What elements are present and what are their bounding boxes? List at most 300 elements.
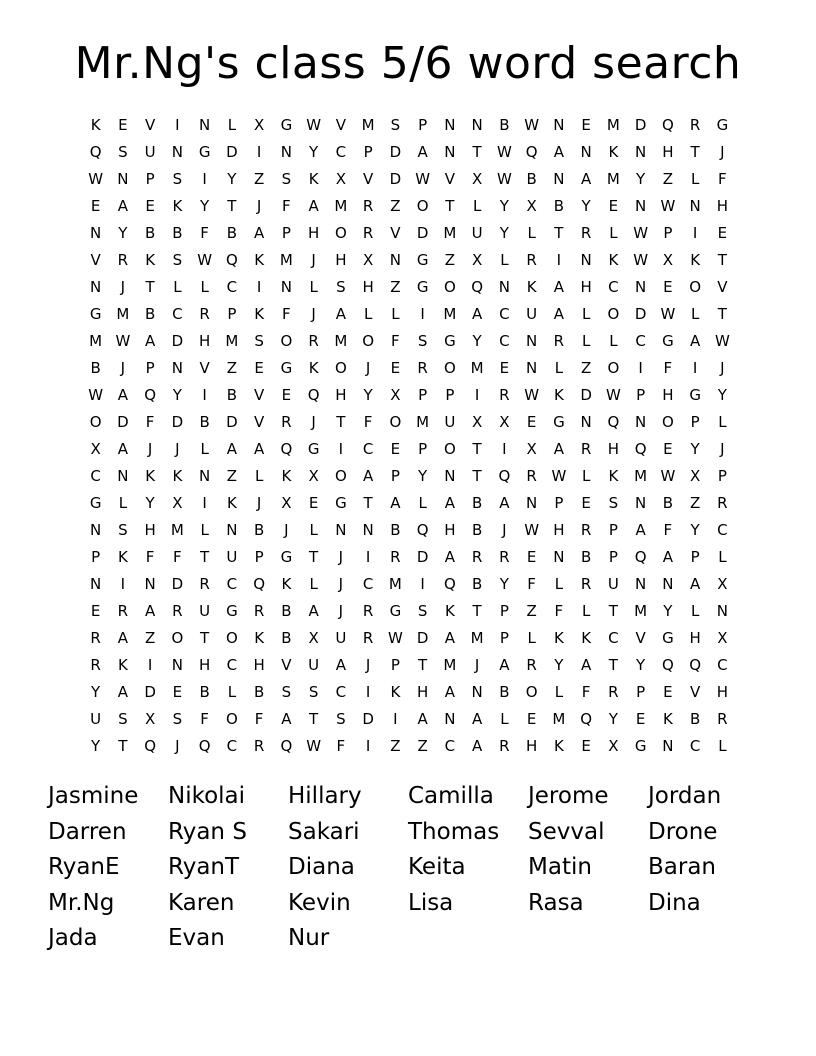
- grid-letter: Z: [226, 467, 238, 485]
- grid-letter: T: [309, 710, 319, 728]
- grid-letter: P: [608, 521, 618, 539]
- grid-letter: N: [90, 224, 102, 242]
- grid-letter: U: [607, 575, 619, 593]
- grid-letter: D: [634, 116, 647, 134]
- grid-letter: F: [336, 737, 346, 755]
- grid-letter: V: [144, 116, 156, 134]
- grid-letter: N: [580, 413, 592, 431]
- grid-letter: P: [690, 413, 700, 431]
- grid-letter: A: [689, 332, 701, 350]
- grid-letter: K: [90, 116, 101, 134]
- grid-letter: N: [362, 521, 374, 539]
- grid-letter: J: [720, 440, 725, 458]
- grid-letter: K: [662, 710, 673, 728]
- grid-letter: J: [175, 440, 180, 458]
- grid-letter: P: [418, 440, 428, 458]
- grid-letter: O: [525, 683, 538, 701]
- grid-row: [82, 355, 736, 382]
- grid-letter: X: [526, 440, 537, 458]
- grid-letter: R: [608, 683, 619, 701]
- grid-letter: C: [226, 575, 238, 593]
- grid-letter: K: [254, 305, 265, 323]
- grid-letter: K: [553, 737, 564, 755]
- word-list-item: Darren: [48, 818, 127, 845]
- grid-letter: C: [172, 305, 183, 323]
- grid-letter: H: [444, 521, 456, 539]
- grid-letter: L: [527, 224, 536, 242]
- grid-letter: D: [144, 683, 156, 701]
- grid-letter: N: [526, 332, 538, 350]
- grid-letter: C: [226, 656, 238, 674]
- grid-letter: C: [90, 467, 101, 485]
- grid-letter: I: [147, 656, 153, 674]
- grid-letter: V: [390, 224, 401, 242]
- grid-letter: C: [335, 683, 347, 701]
- grid-letter: N: [199, 467, 211, 485]
- grid-letter: G: [89, 494, 102, 512]
- grid-letter: N: [553, 116, 565, 134]
- grid-letter: Q: [661, 116, 674, 134]
- grid-letter: R: [417, 359, 428, 377]
- grid-letter: J: [338, 575, 344, 593]
- grid-letter: I: [692, 359, 698, 377]
- word-list-item: Ryan S: [168, 818, 247, 845]
- grid-letter: O: [389, 413, 402, 431]
- grid-letter: X: [253, 116, 265, 134]
- grid-letter: F: [254, 710, 264, 728]
- grid-letter: Z: [253, 170, 265, 188]
- grid-letter: J: [175, 737, 180, 755]
- grid-letter: T: [472, 602, 482, 620]
- grid-letter: E: [581, 116, 591, 134]
- grid-letter: I: [393, 710, 398, 728]
- grid-letter: R: [199, 575, 210, 593]
- grid-letter: E: [526, 413, 537, 431]
- grid-letter: Q: [144, 386, 157, 404]
- grid-letter: L: [309, 575, 318, 593]
- grid-letter: N: [444, 467, 456, 485]
- grid-letter: Y: [499, 197, 509, 215]
- grid-letter: Q: [307, 386, 320, 404]
- grid-letter: V: [335, 116, 346, 134]
- grid-letter: J: [147, 440, 153, 458]
- grid-letter: B: [526, 170, 537, 188]
- grid-letter: M: [225, 332, 239, 350]
- grid-letter: W: [660, 197, 676, 215]
- grid-row: [82, 274, 736, 301]
- word-list-item: Drone: [648, 818, 718, 845]
- grid-letter: P: [636, 683, 646, 701]
- grid-letter: B: [253, 521, 265, 539]
- grid-letter: D: [580, 386, 592, 404]
- grid-letter: L: [690, 602, 700, 620]
- grid-letter: N: [662, 737, 674, 755]
- grid-letter: O: [443, 359, 456, 377]
- grid-letter: H: [716, 197, 729, 215]
- grid-letter: A: [281, 710, 292, 728]
- word-list-item: RyanE: [48, 854, 120, 880]
- grid-letter: O: [416, 197, 429, 215]
- grid-letter: S: [336, 710, 346, 728]
- grid-letter: J: [365, 359, 371, 377]
- grid-letter: C: [499, 332, 510, 350]
- grid-letter: L: [690, 305, 700, 323]
- grid-letter: Y: [227, 170, 237, 188]
- grid-letter: B: [253, 683, 265, 701]
- grid-letter: N: [635, 143, 647, 161]
- grid-letter: W: [496, 143, 512, 161]
- grid-letter: D: [226, 143, 238, 161]
- grid-letter: P: [608, 548, 618, 566]
- grid-letter: K: [145, 251, 156, 269]
- grid-letter: A: [471, 710, 483, 728]
- grid-letter: A: [117, 440, 128, 458]
- grid-letter: A: [471, 737, 483, 755]
- grid-row: [82, 139, 736, 166]
- grid-row: [82, 382, 736, 409]
- grid-letter: I: [365, 737, 371, 755]
- grid-letter: X: [90, 440, 101, 458]
- grid-letter: N: [553, 170, 565, 188]
- grid-letter: Q: [253, 575, 266, 593]
- grid-letter: L: [200, 521, 209, 539]
- grid-letter: Y: [91, 737, 101, 755]
- grid-letter: E: [581, 494, 591, 512]
- grid-letter: E: [90, 197, 101, 215]
- grid-letter: B: [144, 224, 156, 242]
- grid-letter: A: [335, 305, 346, 323]
- grid-row: [82, 436, 736, 463]
- grid-letter: M: [361, 116, 375, 134]
- grid-letter: L: [472, 197, 482, 215]
- grid-letter: Y: [499, 575, 509, 593]
- grid-letter: V: [444, 170, 455, 188]
- grid-letter: W: [115, 332, 131, 350]
- grid-letter: E: [390, 359, 401, 377]
- grid-letter: V: [253, 386, 265, 404]
- grid-letter: B: [226, 386, 238, 404]
- grid-letter: V: [635, 629, 646, 647]
- grid-letter: A: [417, 710, 428, 728]
- grid-letter: Z: [390, 197, 401, 215]
- grid-letter: Y: [172, 386, 182, 404]
- grid-letter: B: [553, 197, 565, 215]
- grid-letter: W: [306, 116, 322, 134]
- grid-letter: W: [88, 170, 104, 188]
- grid-letter: F: [554, 602, 564, 620]
- grid-letter: R: [717, 710, 728, 728]
- grid-letter: E: [281, 386, 292, 404]
- grid-letter: N: [635, 197, 647, 215]
- letter-grid: [82, 112, 736, 760]
- grid-letter: M: [388, 575, 402, 593]
- word-list-item: Nikolai: [168, 783, 246, 809]
- grid-letter: C: [608, 278, 619, 296]
- grid-letter: A: [253, 440, 265, 458]
- grid-letter: N: [199, 116, 211, 134]
- grid-letter: S: [254, 332, 264, 350]
- word-list-item: Baran: [648, 854, 717, 880]
- grid-letter: Z: [580, 359, 592, 377]
- grid-letter: X: [308, 629, 319, 647]
- word-list-item: Jada: [48, 925, 98, 951]
- grid-row: [82, 706, 736, 733]
- grid-letter: D: [416, 548, 429, 566]
- grid-letter: T: [118, 737, 128, 755]
- grid-letter: W: [551, 467, 567, 485]
- grid-letter: L: [118, 494, 128, 512]
- grid-letter: B: [199, 413, 210, 431]
- grid-letter: S: [417, 602, 428, 620]
- grid-letter: W: [633, 224, 649, 242]
- grid-letter: T: [227, 197, 237, 215]
- grid-letter: R: [117, 602, 129, 620]
- grid-letter: R: [281, 413, 292, 431]
- word-list-item: Matin: [528, 854, 592, 880]
- grid-letter: S: [118, 143, 128, 161]
- grid-letter: B: [281, 602, 292, 620]
- grid-letter: U: [199, 602, 211, 620]
- grid-letter: R: [253, 737, 265, 755]
- grid-letter: R: [580, 575, 592, 593]
- grid-letter: S: [417, 332, 428, 350]
- grid-letter: O: [443, 278, 456, 296]
- word-list-item: Jasmine: [48, 783, 139, 809]
- grid-letter: L: [227, 116, 237, 134]
- grid-letter: Q: [471, 278, 484, 296]
- grid-letter: N: [117, 170, 129, 188]
- grid-letter: P: [418, 386, 428, 404]
- grid-letter: P: [499, 602, 509, 620]
- grid-letter: H: [307, 224, 320, 242]
- grid-letter: X: [335, 170, 347, 188]
- grid-letter: Y: [581, 197, 591, 215]
- grid-letter: S: [172, 710, 183, 728]
- grid-letter: O: [607, 359, 620, 377]
- grid-letter: T: [554, 224, 564, 242]
- grid-letter: H: [198, 656, 211, 674]
- grid-letter: I: [420, 575, 425, 593]
- grid-letter: B: [471, 575, 483, 593]
- grid-letter: M: [89, 332, 103, 350]
- grid-row: [82, 679, 736, 706]
- grid-letter: Q: [661, 656, 674, 674]
- grid-letter: X: [471, 251, 483, 269]
- grid-letter: A: [553, 305, 564, 323]
- grid-letter: E: [254, 359, 264, 377]
- grid-letter: I: [120, 575, 126, 593]
- grid-letter: H: [335, 386, 347, 404]
- grid-letter: P: [145, 170, 155, 188]
- grid-letter: N: [526, 494, 538, 512]
- grid-letter: P: [663, 224, 673, 242]
- grid-letter: G: [198, 143, 211, 161]
- grid-letter: H: [580, 278, 592, 296]
- grid-row: [82, 625, 736, 652]
- grid-letter: G: [662, 629, 674, 647]
- word-list-item: Keita: [408, 854, 466, 880]
- grid-letter: O: [443, 440, 456, 458]
- grid-letter: G: [416, 251, 429, 269]
- grid-letter: D: [389, 143, 402, 161]
- grid-letter: N: [580, 251, 592, 269]
- grid-letter: C: [226, 737, 238, 755]
- grid-letter: Q: [198, 737, 211, 755]
- grid-letter: X: [390, 386, 401, 404]
- grid-letter: J: [720, 143, 725, 161]
- grid-letter: X: [362, 251, 374, 269]
- grid-letter: F: [527, 575, 536, 593]
- grid-letter: N: [280, 278, 292, 296]
- grid-letter: U: [144, 143, 156, 161]
- grid-letter: B: [662, 494, 674, 512]
- grid-letter: G: [389, 602, 402, 620]
- grid-letter: J: [720, 359, 725, 377]
- grid-letter: A: [635, 521, 646, 539]
- grid-letter: S: [308, 683, 319, 701]
- grid-letter: P: [145, 359, 155, 377]
- grid-letter: A: [117, 386, 128, 404]
- grid-row: [82, 409, 736, 436]
- word-list-item: Mr.Ng: [48, 889, 115, 916]
- grid-letter: E: [172, 683, 183, 701]
- grid-letter: F: [581, 683, 591, 701]
- grid-letter: R: [499, 737, 510, 755]
- word-list-item: Diana: [288, 854, 355, 880]
- grid-letter: X: [717, 629, 728, 647]
- grid-letter: G: [444, 332, 456, 350]
- grid-letter: K: [281, 467, 292, 485]
- grid-row: [82, 220, 736, 247]
- grid-letter: Y: [663, 602, 673, 620]
- grid-letter: J: [311, 413, 316, 431]
- grid-letter: M: [334, 197, 348, 215]
- grid-letter: M: [416, 413, 430, 431]
- grid-letter: K: [526, 278, 537, 296]
- grid-letter: H: [716, 683, 729, 701]
- grid-letter: O: [689, 278, 702, 296]
- grid-letter: R: [717, 494, 728, 512]
- grid-letter: J: [256, 197, 262, 215]
- grid-letter: A: [662, 548, 673, 566]
- grid-letter: T: [472, 440, 482, 458]
- grid-letter: D: [362, 710, 374, 728]
- grid-letter: W: [415, 170, 431, 188]
- grid-letter: B: [390, 521, 401, 539]
- grid-letter: K: [254, 629, 265, 647]
- grid-letter: M: [443, 656, 457, 674]
- grid-letter: R: [390, 548, 401, 566]
- grid-row: [82, 166, 736, 193]
- grid-letter: C: [362, 575, 374, 593]
- grid-letter: K: [117, 656, 128, 674]
- grid-letter: L: [200, 440, 209, 458]
- grid-letter: E: [663, 440, 673, 458]
- grid-letter: Q: [689, 656, 702, 674]
- word-list-item: Jordan: [648, 783, 722, 809]
- grid-letter: A: [417, 143, 428, 161]
- grid-letter: Y: [499, 224, 509, 242]
- grid-letter: Y: [118, 224, 128, 242]
- grid-letter: K: [172, 197, 183, 215]
- grid-letter: A: [444, 683, 455, 701]
- grid-letter: R: [471, 548, 483, 566]
- grid-letter: A: [553, 143, 564, 161]
- grid-letter: N: [498, 278, 510, 296]
- grid-letter: Y: [690, 521, 700, 539]
- grid-letter: Y: [636, 656, 646, 674]
- grid-letter: H: [662, 143, 674, 161]
- grid-letter: R: [199, 305, 210, 323]
- grid-letter: P: [390, 656, 400, 674]
- grid-letter: T: [472, 143, 482, 161]
- grid-letter: W: [605, 386, 621, 404]
- grid-letter: V: [90, 251, 101, 269]
- grid-letter: O: [607, 305, 620, 323]
- grid-letter: B: [471, 521, 483, 539]
- grid-letter: K: [608, 143, 619, 161]
- grid-letter: N: [90, 575, 102, 593]
- grid-letter: W: [387, 629, 403, 647]
- grid-letter: F: [282, 305, 291, 323]
- grid-letter: S: [118, 521, 128, 539]
- grid-letter: A: [117, 683, 128, 701]
- grid-letter: J: [338, 602, 344, 620]
- grid-letter: F: [145, 548, 155, 566]
- grid-letter: D: [634, 305, 647, 323]
- grid-letter: L: [173, 278, 182, 296]
- grid-letter: K: [308, 170, 319, 188]
- word-list-item: RyanT: [168, 854, 240, 880]
- grid-letter: T: [690, 143, 700, 161]
- grid-letter: I: [692, 224, 698, 242]
- grid-letter: R: [90, 629, 101, 647]
- word-list-item: Hillary: [288, 783, 362, 809]
- grid-letter: E: [635, 710, 646, 728]
- grid-letter: K: [172, 467, 183, 485]
- grid-letter: Y: [636, 170, 646, 188]
- grid-letter: S: [336, 278, 346, 296]
- grid-letter: M: [470, 629, 484, 647]
- grid-letter: X: [526, 197, 537, 215]
- grid-letter: E: [526, 548, 537, 566]
- grid-letter: X: [662, 251, 674, 269]
- grid-letter: I: [420, 305, 425, 323]
- grid-row: [82, 598, 736, 625]
- grid-letter: F: [173, 548, 182, 566]
- grid-row: [82, 193, 736, 220]
- grid-letter: L: [690, 170, 700, 188]
- grid-row: [82, 517, 736, 544]
- grid-letter: D: [416, 629, 429, 647]
- grid-letter: N: [689, 197, 701, 215]
- grid-letter: I: [502, 440, 507, 458]
- grid-letter: X: [308, 467, 319, 485]
- grid-letter: Q: [280, 440, 293, 458]
- grid-letter: F: [200, 224, 209, 242]
- grid-letter: S: [172, 251, 183, 269]
- grid-letter: N: [444, 116, 456, 134]
- grid-letter: F: [200, 710, 209, 728]
- grid-letter: R: [689, 116, 701, 134]
- grid-letter: R: [526, 251, 537, 269]
- grid-letter: X: [471, 413, 483, 431]
- word-list: [48, 780, 778, 958]
- grid-letter: X: [608, 737, 619, 755]
- grid-letter: V: [281, 656, 292, 674]
- grid-letter: R: [526, 467, 537, 485]
- grid-letter: T: [145, 278, 155, 296]
